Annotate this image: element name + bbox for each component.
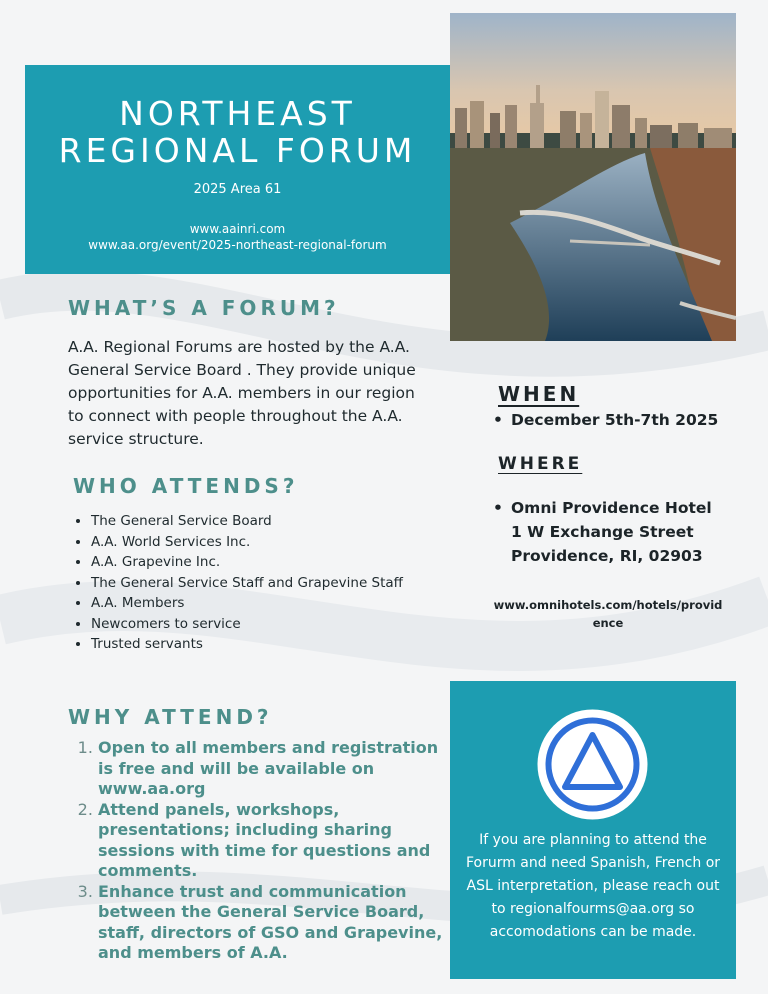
city-skyline-photo <box>450 13 736 341</box>
website-link-aainri[interactable]: www.aainri.com <box>189 222 286 236</box>
event-date <box>493 408 719 432</box>
list-item: • The General Service Board <box>91 511 431 532</box>
hotel-url-line-1[interactable]: www.omnihotels.com/hotels/provid <box>493 598 723 612</box>
event-date-text: December 5th-7th 2025 <box>511 411 719 429</box>
list-item: • Newcomers to service <box>91 614 431 635</box>
attendee-list <box>73 511 431 655</box>
venue-city: Providence, RI, 02903 <box>511 547 703 565</box>
reasons-list <box>78 738 458 964</box>
section-heading-when: WHEN <box>498 382 580 406</box>
forum-description: A.A. Regional Forums are hosted by the A.A. General Service Board . They provide unique opportunities for A.A. members in our region to connect with people throughout the A.A. service structure. <box>68 338 416 448</box>
page-title: NORTHEAST REGIONAL FORUM <box>58 94 417 170</box>
list-item: • A.A. Members <box>91 593 431 614</box>
list-item: • The General Service Staff and Grapevine Staff <box>91 573 431 594</box>
bullet-icon: • <box>493 499 503 517</box>
hotel-website-link[interactable] <box>480 596 736 632</box>
section-heading-why: WHY ATTEND? <box>68 705 273 729</box>
venue-address <box>493 496 712 568</box>
bullet-icon: • <box>493 411 503 429</box>
list-item: 1. Open to all members and registration is free and will be available on www.aa.org <box>98 738 458 800</box>
hero-banner <box>25 65 450 274</box>
interpretation-info-text: If you are planning to attend the Forurm and need Spanish, French or ASL interpretation, please reach out to regionalfourms@aa.org so accomodations can be made. <box>465 832 721 940</box>
list-item: • A.A. World Services Inc. <box>91 532 431 553</box>
list-item: • A.A. Grapevine Inc. <box>91 552 431 573</box>
hotel-url-line-2[interactable]: ence <box>592 616 624 630</box>
venue-name: Omni Providence Hotel <box>511 499 712 517</box>
list-item: • Trusted servants <box>91 634 431 655</box>
venue-street: 1 W Exchange Street <box>511 523 694 541</box>
list-item: 3. Enhance trust and communication between the General Service Board, staff, directors of GSO and Grapevine, and members of A.A. <box>98 882 458 964</box>
section-heading-forum: WHAT’S A FORUM? <box>68 296 340 320</box>
section-heading-where: WHERE <box>498 454 583 474</box>
section-heading-attendees: WHO ATTENDS? <box>73 474 299 498</box>
hero-subtitle: 2025 Area 61 <box>193 182 282 197</box>
website-link-aa-event[interactable]: www.aa.org/event/2025-northeast-regional-forum <box>88 238 387 252</box>
interpretation-info-box <box>450 681 736 979</box>
aa-triangle-logo-icon <box>536 708 649 821</box>
list-item: 2. Attend panels, workshops, presentations; including sharing sessions with time for questions and comments. <box>98 800 458 882</box>
